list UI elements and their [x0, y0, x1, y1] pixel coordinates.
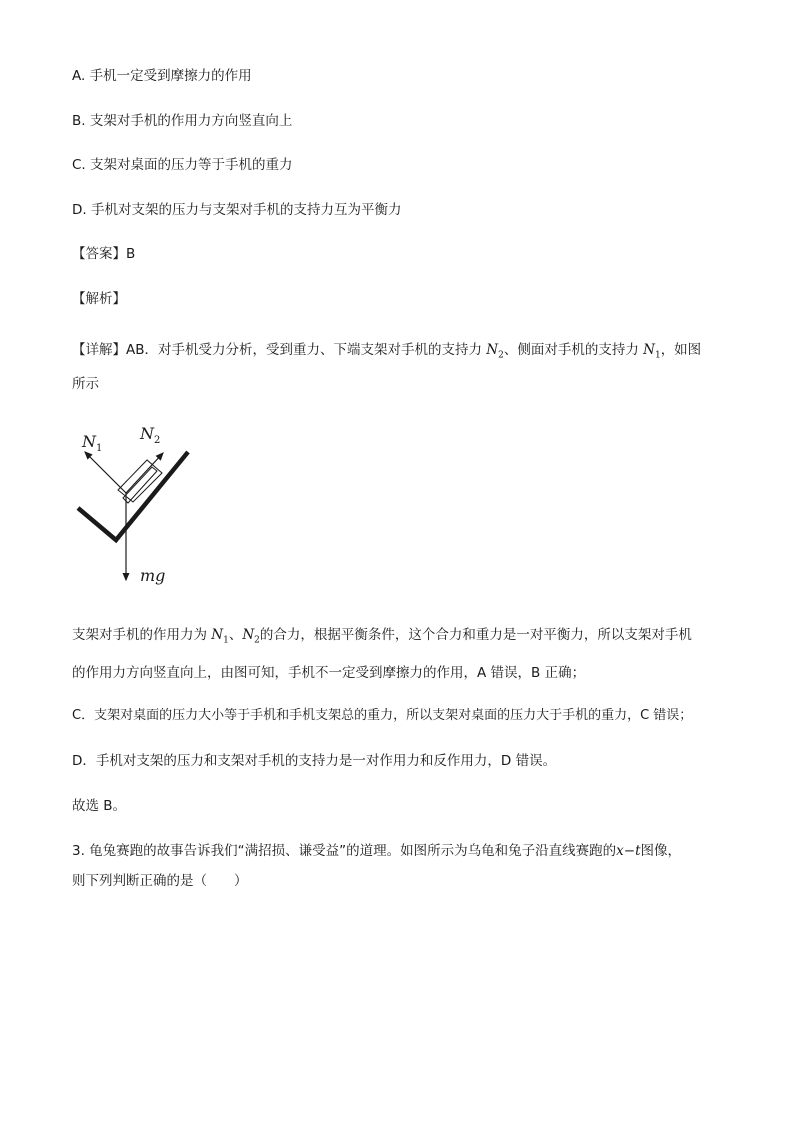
- option-d: D. 手机对支架的压力与支架对手机的支持力互为平衡力: [72, 202, 402, 218]
- force-diagram: [70, 420, 210, 595]
- explanation-suffix: 的合力，根据平衡条件，这个合力和重力是一对平衡力，所以支架对手机: [259, 627, 692, 643]
- conclusion: 故选 B。: [72, 798, 127, 814]
- detail-mid: 、侧面对手机的支持力: [503, 342, 639, 358]
- question3-suffix: 图像，: [640, 843, 682, 859]
- detail-line-1: [72, 340, 701, 366]
- x-t-symbol: x−t: [616, 843, 641, 859]
- separator: 、: [228, 627, 243, 643]
- mg-label: mg: [140, 566, 166, 585]
- answer-label: 【答案】: [72, 246, 126, 262]
- option-c: C. 支架对桌面的压力等于手机的重力: [72, 157, 293, 173]
- symbol-n1: $N_1$: [643, 342, 661, 361]
- option-b: B. 支架对手机的作用力方向竖直向上: [72, 113, 293, 129]
- explanation-c: C．支架对桌面的压力大小等于手机和手机支架总的重力，所以支架对桌面的压力大于手机的重力，C 错误；: [72, 708, 693, 723]
- detail-suffix: ，如图: [660, 342, 702, 358]
- phone-side: [118, 460, 162, 502]
- question3-line-1: [72, 841, 681, 861]
- symbol-n2-b: $N_2$: [242, 627, 260, 646]
- analysis-label: 【解析】: [72, 291, 126, 307]
- force-n1-arrow: [85, 452, 126, 493]
- phone-stand: [78, 452, 188, 540]
- detail-prefix: 【详解】AB．对手机受力分析，受到重力、下端支架对手机的支持力: [72, 342, 482, 358]
- answer-value: B: [126, 246, 136, 262]
- answer-line: [72, 244, 135, 264]
- explanation-line-1: [72, 625, 692, 651]
- detail-line-2: 所示: [72, 376, 99, 392]
- symbol-n2: $N_2$: [486, 342, 504, 361]
- n2-label: $N_2$: [140, 424, 161, 446]
- question3-prefix: 3. 龟兔赛跑的故事告诉我们“满招损、谦受益”的道理。如图所示为乌龟和兔子沿直线赛跑的: [72, 843, 617, 859]
- explanation-line-2: 的作用力方向竖直向上，由图可知，手机不一定受到摩擦力的作用，A 错误，B 正确；: [72, 665, 586, 681]
- explanation-prefix: 支架对手机的作用力为: [72, 627, 207, 643]
- n1-label: $N_1$: [82, 432, 103, 454]
- question3-line-2: 则下列判断正确的是（ ）: [72, 873, 248, 889]
- explanation-d: D．手机对支架的压力和支架对手机的支持力是一对作用力和反作用力，D 错误。: [72, 753, 557, 769]
- option-a: A. 手机一定受到摩擦力的作用: [72, 68, 252, 84]
- symbol-n1-b: $N_1$: [211, 627, 229, 646]
